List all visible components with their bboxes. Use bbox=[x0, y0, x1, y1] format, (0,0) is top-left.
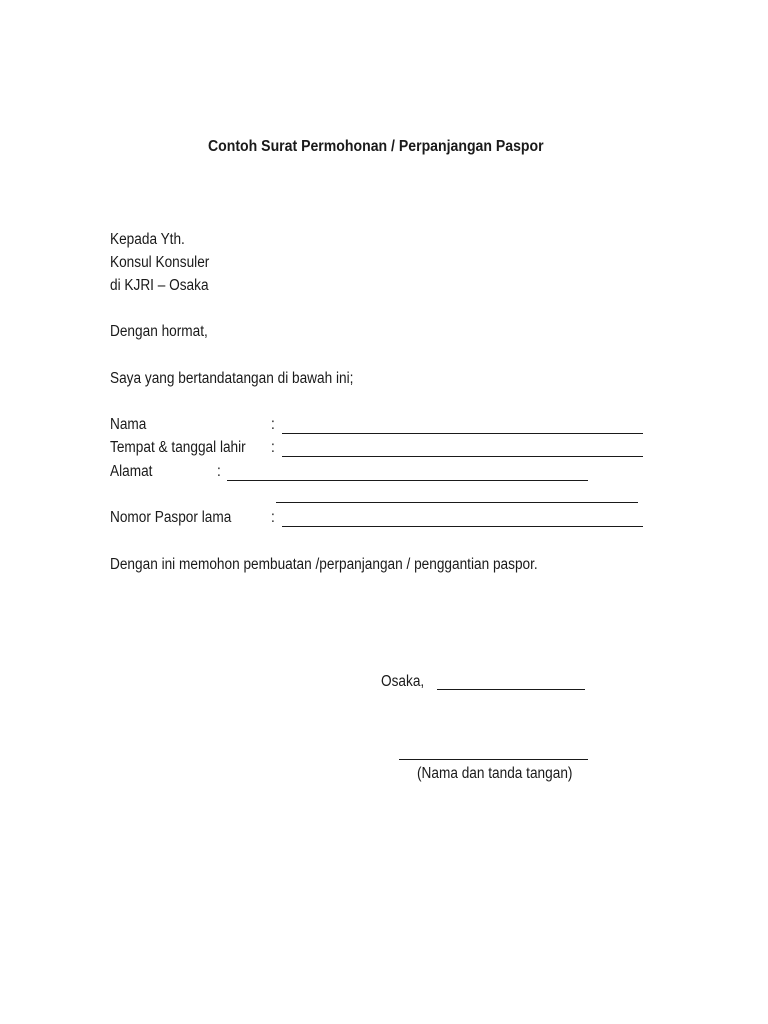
nama-colon: : bbox=[271, 416, 275, 433]
nama-blank-line bbox=[282, 433, 643, 434]
ttl-colon: : bbox=[271, 439, 275, 456]
place-label: Osaka, bbox=[381, 673, 425, 690]
paspor-blank-line bbox=[282, 526, 643, 527]
alamat-blank-line-2 bbox=[276, 502, 638, 503]
recipient-line-1: Kepada Yth. bbox=[110, 231, 185, 248]
intro-text: Saya yang bertandatangan di bawah ini; bbox=[110, 370, 354, 387]
signature-line bbox=[399, 759, 588, 760]
ttl-label: Tempat & tanggal lahir bbox=[110, 439, 246, 456]
recipient-line-3: di KJRI – Osaka bbox=[110, 277, 209, 294]
page-title: Contoh Surat Permohonan / Perpanjangan Paspor bbox=[208, 138, 544, 155]
alamat-colon: : bbox=[217, 463, 221, 480]
ttl-blank-line bbox=[282, 456, 643, 457]
date-blank-line bbox=[437, 689, 585, 690]
request-text: Dengan ini memohon pembuatan /perpanjangan / penggantian paspor. bbox=[110, 556, 538, 573]
paspor-colon: : bbox=[271, 509, 275, 526]
paspor-label: Nomor Paspor lama bbox=[110, 509, 232, 526]
greeting: Dengan hormat, bbox=[110, 323, 208, 340]
alamat-label: Alamat bbox=[110, 463, 153, 480]
signature-caption: (Nama dan tanda tangan) bbox=[417, 765, 573, 782]
recipient-line-2: Konsul Konsuler bbox=[110, 254, 210, 271]
nama-label: Nama bbox=[110, 416, 147, 433]
alamat-blank-line bbox=[227, 480, 588, 481]
